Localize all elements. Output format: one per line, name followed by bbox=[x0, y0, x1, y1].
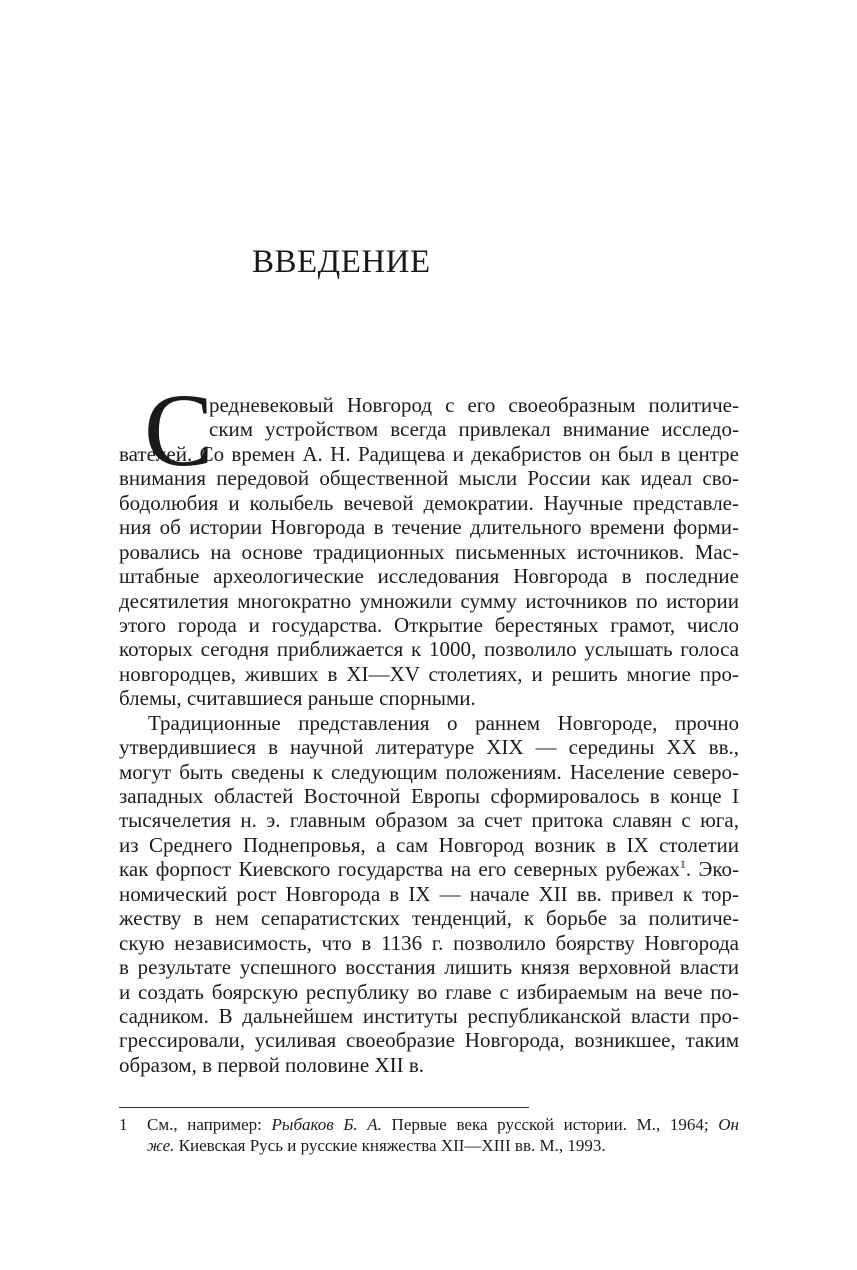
paragraph-2 bbox=[119, 711, 739, 1078]
text-fragment: См., например: bbox=[147, 1115, 272, 1134]
text-line: западных областей Восточной Европы сформировалось в конце I bbox=[119, 784, 739, 808]
footnote-reference[interactable]: 1 bbox=[679, 857, 686, 872]
text-line: могут быть сведены к следующим положениям. Население северо- bbox=[119, 759, 739, 784]
text-line: скую независимость, что в 1136 г. позволило боярству Новгорода bbox=[119, 930, 739, 955]
text-fragment: Первые века русской истории. М., 1964; bbox=[381, 1115, 719, 1134]
text-line: этого города и государства. Открытие берестяных грамот, число bbox=[119, 612, 739, 637]
chapter-heading: ВВЕДЕНИЕ bbox=[252, 244, 431, 280]
body-text bbox=[119, 373, 740, 1077]
text-line: которых сегодня приближается к 1000, позволило услышать голоса bbox=[119, 637, 739, 662]
text-line: штабные археологические исследования Новгорода в последние bbox=[119, 564, 739, 589]
footnote-number: 1 bbox=[119, 1115, 128, 1134]
text-line: в результате успешного восстания лишить князя верховной власти bbox=[119, 955, 739, 980]
text-line: внимания передовой общественной мысли России как идеал сво- bbox=[119, 466, 739, 491]
text-line: садником. В дальнейшем институты республиканской власти про- bbox=[119, 1003, 739, 1028]
drop-cap: С bbox=[144, 373, 214, 488]
text-line: ровались на основе традиционных письменных источников. Мас- bbox=[119, 539, 739, 564]
text-line-with-footnote bbox=[119, 857, 739, 881]
text-line: грессировали, усиливая своеобразие Новгорода, возникшее, таким bbox=[119, 1028, 739, 1053]
text-line: из Среднего Поднепровья, а сам Новгород возник в IX столетии bbox=[119, 832, 739, 857]
text-line: ским устройством всегда привлекал внимание исследо- bbox=[209, 417, 739, 442]
text-fragment: Киевская Русь и русские княжества XII—XIII вв. М., 1993. bbox=[174, 1136, 606, 1155]
footnote-line bbox=[147, 1114, 739, 1135]
footnote-text bbox=[147, 1114, 739, 1156]
text-line: номический рост Новгорода в IX — начале XII вв. привел к тор- bbox=[119, 881, 739, 906]
text-line: десятилетия многократно умножили сумму источников по истории bbox=[119, 588, 739, 613]
text-fragment: . Эко- bbox=[685, 857, 740, 882]
text-line: блемы, считавшиеся раньше спорными. bbox=[119, 686, 476, 711]
text-line: вателей. Со времен А. Н. Радищева и декабристов он был в центре bbox=[119, 441, 739, 466]
footnote bbox=[119, 1114, 739, 1156]
text-line: ния об истории Новгорода в течение длительного времени форми- bbox=[119, 515, 739, 540]
text-line: редневековый Новгород с его своеобразным политиче- bbox=[209, 393, 739, 417]
text-line: образом, в первой половине XII в. bbox=[119, 1052, 425, 1077]
text-line: новгородцев, живших в XI—XV столетиях, и решить многие про- bbox=[119, 661, 739, 686]
text-fragment: Он bbox=[718, 1115, 739, 1134]
author-name: Рыбаков Б. А. bbox=[271, 1115, 382, 1134]
text-line: бодолюбия и колыбель вечевой демократии. Научные представле- bbox=[119, 490, 739, 515]
text-line: тысячелетия н. э. главным образом за счет притока славян с юга, bbox=[119, 808, 739, 833]
text-fragment: как форпост Киевского государства на его северных рубежах bbox=[119, 857, 680, 882]
footnote-divider bbox=[119, 1107, 529, 1108]
text-line: и создать боярскую республику во главе с избираемым на вече по- bbox=[119, 979, 739, 1004]
text-line: утвердившиеся в научной литературе XIX — середины XX вв., bbox=[119, 735, 739, 760]
text-line: жеству в нем сепаратистских тенденций, к борьбе за политиче- bbox=[119, 906, 739, 931]
text-fragment: же. bbox=[147, 1136, 175, 1155]
text-line: Традиционные представления о раннем Новгороде, прочно bbox=[148, 710, 739, 735]
footnote-line bbox=[147, 1135, 739, 1156]
